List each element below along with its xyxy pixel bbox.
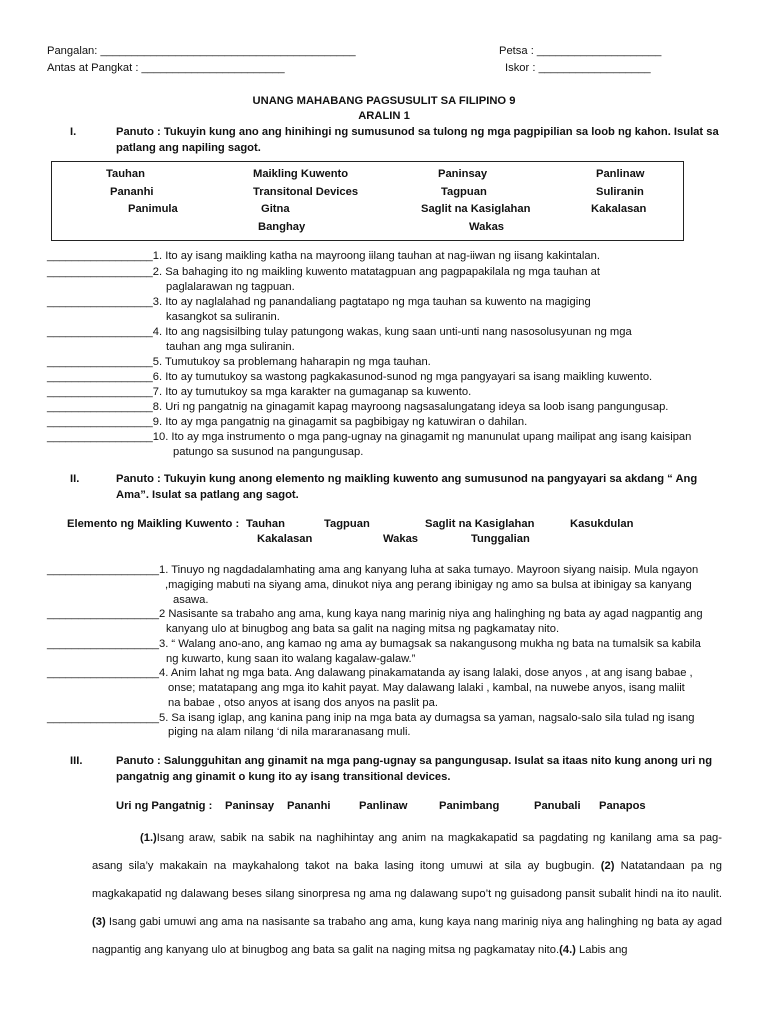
question-item: _________________7. Ito ay tumutukoy sa mga karakter na gumaganap sa kuwento.	[47, 386, 472, 398]
sentence-number: (1.)	[140, 832, 157, 844]
question-item: _________________2. Sa bahaging ito ng maikling kuwento matatagpuan ang pagpapakilala ng mga tauhan at	[47, 266, 600, 278]
element-option: Wakas	[383, 533, 419, 545]
page-title: UNANG MAHABANG PAGSUSULIT SA FILIPINO 9	[252, 95, 516, 107]
question-item: __________________5. Sa isang iglap, ang kanina pang inip na mga bata ay dumagsa sa yaman, nagsalo-salo sila tulad ng isang	[47, 712, 695, 724]
element-option: Kasukdulan	[570, 518, 634, 530]
sentence-number: (2)	[600, 860, 615, 872]
sentence-text: Labis ang	[575, 944, 628, 956]
page-subtitle: ARALIN 1	[358, 110, 410, 122]
question-item: _________________6. Ito ay tumutukoy sa wastong pagkakasunod-sunod ng mga pangyayari sa isang maikling kuwento.	[47, 371, 653, 383]
question-item: _________________4. Ito ang nagsisilbing tulay patungong wakas, kung saan unti-unti nang nasosolusyunan ng mga	[47, 326, 632, 338]
score-field-label: Iskor : __________________	[505, 62, 651, 74]
choice: Suliranin	[596, 186, 644, 198]
choice: Gitna	[261, 203, 290, 215]
sentence-number: (4.)	[559, 944, 576, 956]
section-2-instruction: Panuto : Tukuyin kung anong elemento ng maikling kuwento ang sumusunod na pangyayari sa akdang “ Ang	[116, 473, 698, 485]
choice: Tagpuan	[441, 186, 487, 198]
section-2-instruction-cont: Ama”. Isulat sa patlang ang sagot.	[116, 489, 299, 501]
choice: Panlinaw	[596, 168, 645, 180]
choice: Wakas	[469, 221, 505, 233]
question-item: __________________3. “ Walang ano-ano, ang kamao ng ama ay bumagsak sa nakangusong mukha ng bata na tumalsik sa kabila	[47, 638, 701, 650]
choice: Transitonal Devices	[253, 186, 359, 198]
question-item-cont: onse; matatapang ang mga ito kahit payat. May dalawang lalaki , kambal, na nuwebe anyos, isang maliit	[168, 682, 685, 694]
sentence-text: Isang araw, sabik na sabik na naghihintay ang anim na magkakapatid sa pagdating ng kanilang ama sa pag-asang sila’y makakain na maykahalong takot na baka lasing itong umuwi at sila ay bugbugin.	[92, 832, 722, 872]
element-option: Kakalasan	[257, 533, 313, 545]
question-item: _________________3. Ito ay naglalahad ng panandaliang pagtatapo ng mga tauhan sa kuwento na magiging	[47, 296, 591, 308]
choice: Maikling Kuwento	[253, 168, 349, 180]
question-item-cont: ng kuwarto, kung saan ito walang kagalaw-galaw.”	[166, 653, 416, 665]
conjunction-type: Panimbang	[439, 800, 500, 812]
question-item-cont: kasangkot sa suliranin.	[166, 311, 280, 323]
conjunction-type: Paninsay	[225, 800, 275, 812]
question-item-cont: paglalarawan ng tagpuan.	[166, 281, 295, 293]
conjunction-type: Panubali	[534, 800, 581, 812]
elements-label: Elemento ng Maikling Kuwento :	[67, 518, 240, 530]
date-field-label: Petsa : ____________________	[499, 45, 662, 57]
question-item: _________________9. Ito ay mga pangatnig na ginagamit sa pagbibigay ng katuwiran o dahilan.	[47, 416, 528, 428]
question-item-cont: kanyang ulo at binugbog ang bata sa galit na naging mitsa ng pagkamatay nito.	[166, 623, 560, 635]
conjunction-types-label: Uri ng Pangatnig :	[116, 800, 213, 812]
question-item: _________________1. Ito ay isang maikling katha na mayroong iilang tauhan at nag-iiwan ng iisang kakintalan.	[47, 250, 600, 262]
choice: Banghay	[258, 221, 306, 233]
question-item-cont: patungo sa susunod na pangungusap.	[173, 446, 364, 458]
question-item: __________________4. Anim lahat ng mga bata. Ang dalawang pinakamatanda ay isang lalaki, dose anyos , at ang isang babae ,	[47, 667, 693, 679]
element-option: Tunggalian	[471, 533, 530, 545]
question-item: __________________1. Tinuyo ng nagdadalamhating ama ang kanyang luha at saka tumayo. Mayroon siyang naisip. Mula ngayon	[47, 564, 699, 576]
conjunction-type: Panapos	[599, 800, 646, 812]
question-item-cont: asawa.	[173, 594, 209, 606]
choice: Kakalasan	[591, 203, 647, 215]
question-item: _________________8. Uri ng pangatnig na ginagamit kapag mayroong nagsasalungatang ideya sa loob isang pangungusap.	[47, 401, 669, 413]
question-item: __________________2 Nasisante sa trabaho ang ama, kung kaya nang marinig niya ang halinghing ng bata ay agad nagpantig ang	[47, 608, 703, 620]
choice: Pananhi	[110, 186, 154, 198]
section-1-instruction: Panuto : Tukuyin kung ano ang hinihingi ng sumusunod sa tulong ng mga pagpipilian sa loob ng kahon. Isulat sa	[116, 126, 719, 138]
sentence-text: Natatandaan pa ng magkakapatid ng dalawang beses silang sinorpresa ng ama ng dalawang supo’t ng guisadong pansit subalit hindi na ito naulit.	[92, 860, 722, 900]
question-item-cont: ,magiging mabuti na siyang ama, dinukot niya ang perang ibinigay ng amo sa bulsa at ibinigay sa kanyang	[165, 579, 692, 591]
grade-section-field-label: Antas at Pangkat : _______________________	[47, 62, 285, 74]
section-2-number: II.	[70, 473, 80, 485]
sentence-number: (3)	[92, 916, 106, 928]
question-item-cont: tauhan ang mga suliranin.	[166, 341, 295, 353]
question-item: _________________5. Tumutukoy sa problemang haharapin ng mga tauhan.	[47, 356, 431, 368]
sentence-text: Isang gabi umuwi ang ama na nasisante sa trabaho ang ama, kung kaya nang marinig niya ang halinghing ng bata ay agad nagpantig ang kanyang ulo at binugbog ang bata sa galit na naging mitsa ng pagkamatay nito.	[92, 916, 722, 956]
section-1-instruction-cont: patlang ang napiling sagot.	[116, 142, 261, 154]
exercise-paragraph	[92, 824, 722, 964]
question-item-cont: piging na alam nilang ‘di nila mararanasang muli.	[168, 726, 411, 738]
question-item: _________________10. Ito ay mga instrumento o mga pang-ugnay na ginagamit ng manunulat upang mailipat ang isang kaisipan	[47, 431, 692, 443]
question-item-cont: na babae , otso anyos at isang dos anyos na paslit pa.	[168, 697, 438, 709]
conjunction-type: Pananhi	[287, 800, 331, 812]
section-3-number: III.	[70, 755, 83, 767]
choice: Tauhan	[106, 168, 145, 180]
choice: Panimula	[128, 203, 178, 215]
section-1-number: I.	[70, 126, 77, 138]
section-3-instruction: Panuto : Salungguhitan ang ginamit na mga pang-ugnay sa pangungusap. Isulat sa itaas nito kung anong uri ng	[116, 755, 713, 767]
conjunction-type: Panlinaw	[359, 800, 408, 812]
element-option: Tagpuan	[324, 518, 370, 530]
choice: Paninsay	[438, 168, 488, 180]
element-option: Saglit na Kasiglahan	[425, 518, 535, 530]
section-3-instruction-cont: pangatnig ang ginamit o kung ito ay isang transitional devices.	[116, 771, 451, 783]
choice: Saglit na Kasiglahan	[421, 203, 531, 215]
choices-box	[51, 161, 684, 241]
element-option: Tauhan	[246, 518, 285, 530]
name-field-label: Pangalan: _________________________________________	[47, 45, 356, 57]
